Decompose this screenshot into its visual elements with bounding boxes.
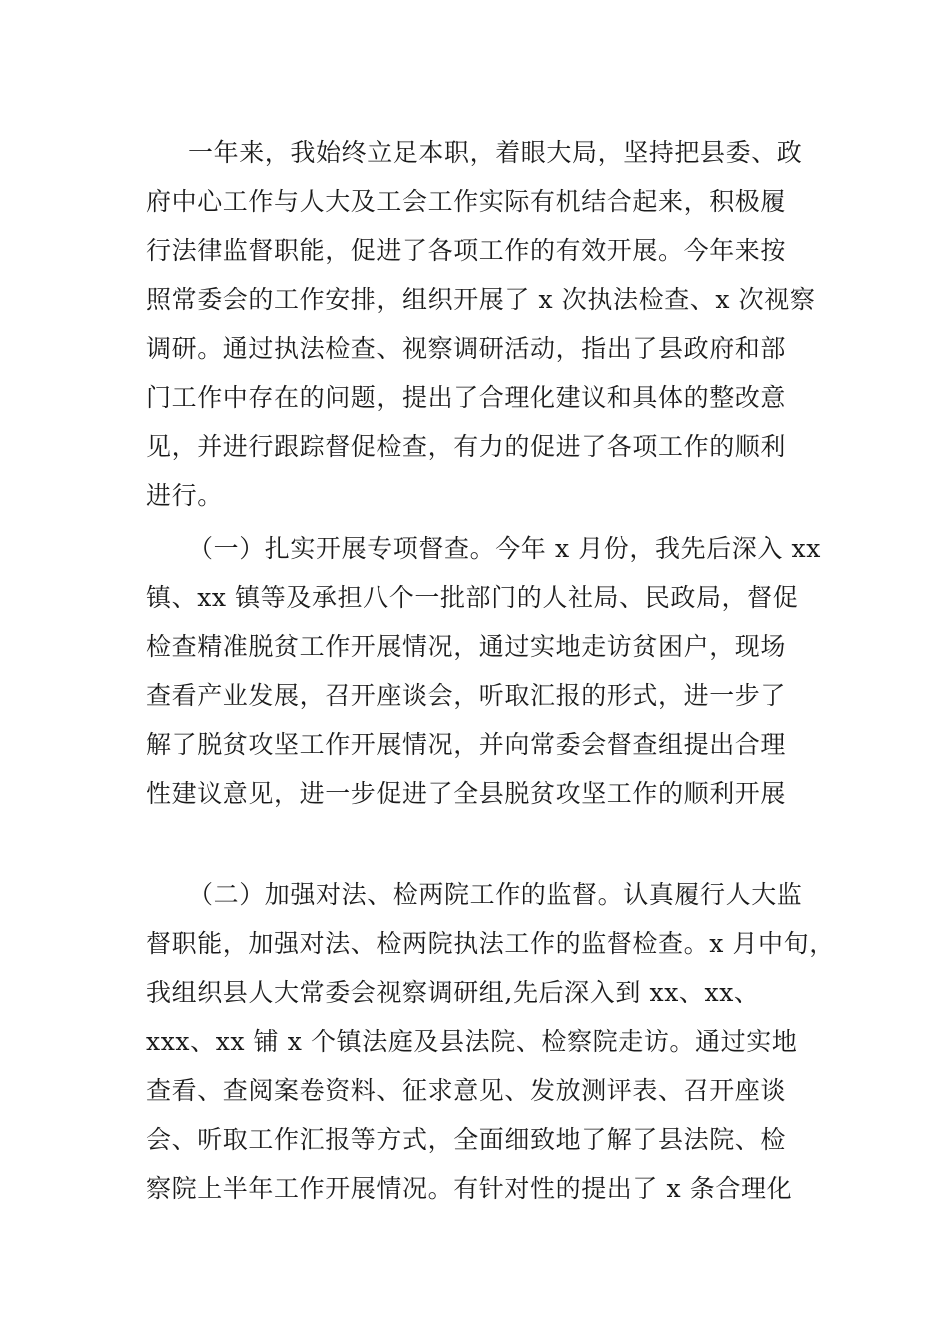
- paragraph-3-line-1: （二）加强对法、检两院工作的监督。认真履行人大监: [188, 880, 803, 909]
- paragraph-3-line-5: 查看、查阅案卷资料、征求意见、发放测评表、召开座谈: [146, 1076, 787, 1105]
- paragraph-3-line-4: xxx、xx 铺 x 个镇法庭及县法院、检察院走访。通过实地: [146, 1027, 798, 1056]
- paragraph-1-line-2: 府中心工作与人大及工会工作实际有机结合起来，积极履: [146, 187, 787, 216]
- paragraph-1-line-5: 调研。通过执法检查、视察调研活动，指出了县政府和部: [146, 334, 787, 363]
- paragraph-2-line-3: 检查精准脱贫工作开展情况，通过实地走访贫困户，现场: [146, 632, 787, 661]
- paragraph-3-line-7: 察院上半年工作开展情况。有针对性的提出了 x 条合理化: [146, 1174, 793, 1203]
- paragraph-2-line-4: 查看产业发展，召开座谈会，听取汇报的形式，进一步了: [146, 681, 787, 710]
- paragraph-1-line-3: 行法律监督职能，促进了各项工作的有效开展。今年来按: [146, 236, 787, 265]
- paragraph-3-line-6: 会、听取工作汇报等方式，全面细致地了解了县法院、检: [146, 1125, 787, 1154]
- paragraph-1-line-6: 门工作中存在的问题，提出了合理化建议和具体的整改意: [146, 383, 787, 412]
- paragraph-3-line-3: 我组织县人大常委会视察调研组,先后深入到 xx、xx、: [146, 978, 760, 1007]
- paragraph-2-line-6: 性建议意见，进一步促进了全县脱贫攻坚工作的顺利开展: [146, 779, 787, 808]
- paragraph-2-line-2: 镇、xx 镇等及承担八个一批部门的人社局、民政局，督促: [146, 583, 799, 612]
- paragraph-2-line-1: （一）扎实开展专项督查。今年 x 月份，我先后深入 xx: [188, 534, 821, 563]
- paragraph-2-line-5: 解了脱贫攻坚工作开展情况，并向常委会督查组提出合理: [146, 730, 787, 759]
- paragraph-1-line-7: 见，并进行跟踪督促检查，有力的促进了各项工作的顺利: [146, 432, 787, 461]
- paragraph-1-line-8: 进行。: [146, 481, 223, 510]
- paragraph-1-line-4: 照常委会的工作安排，组织开展了 x 次执法检查、x 次视察: [146, 285, 816, 314]
- paragraph-1-line-1: 一年来，我始终立足本职，着眼大局，坚持把县委、政: [188, 138, 803, 167]
- paragraph-3-line-2: 督职能，加强对法、检两院执法工作的监督检查。x 月中旬，: [146, 929, 835, 958]
